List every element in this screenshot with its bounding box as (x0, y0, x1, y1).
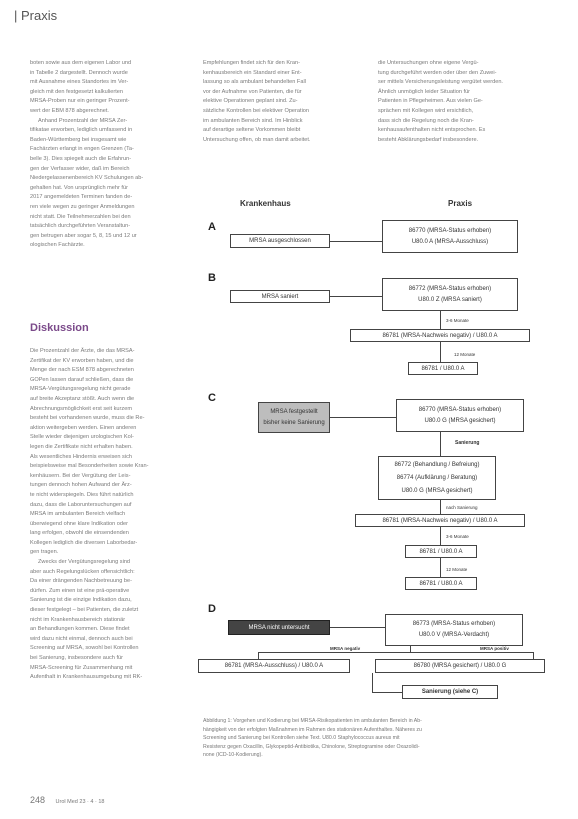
text-line: nicht statt. Die Teilnehmerzahlen bei den (30, 213, 131, 220)
connector-line (440, 342, 441, 362)
text-line: Zertifikat der KV erworben haben, und die (30, 357, 134, 364)
text-line: gleich mit den festgesetzt kalkulierten (30, 88, 123, 95)
text-line: legen die Zertifikate nicht erhalten haben. (30, 443, 133, 450)
text-line: Stelle wieder diejenigen urologischen Kol- (30, 434, 134, 441)
b-followup-box-2: 86781 / U80.0 A (408, 362, 478, 375)
text-line: aktion weitergeben werden. Einen anderen (30, 424, 137, 431)
d-negative-label: MRSA negativ (330, 646, 361, 651)
c-followup-box-1: 86781 (MRSA-Nachweis negativ) / U80.0 A (355, 514, 525, 527)
c-followup-box-3: 86781 / U80.0 A (405, 577, 477, 590)
text-line: lang erfolgen, obwohl die einsendenden (30, 530, 129, 537)
text-line: tatsächlich durchgeführten Veranstaltun- (30, 223, 131, 230)
page-header: | Praxis (14, 8, 58, 23)
page-footer (30, 795, 104, 805)
text-line: Menge der nach ESM 878 abgerechneten (30, 367, 134, 374)
journal-reference: Urol Med 23 · 4 · 18 (55, 799, 105, 805)
box-text: U80.0 V (MRSA-Verdacht) (418, 632, 490, 638)
text-line: an Behandlungen kommen. Diese findet (30, 626, 130, 633)
text-line: wird dazu nicht einmal, dennoch auch bei (30, 635, 133, 642)
caption-line: Screening und Sanierung bei Kontrollen siehe Text. U80.0 Staphylococcus aureus mit (203, 735, 400, 742)
column-heading-practice: Praxis (448, 199, 473, 208)
caption-line: Resistenz gegen Oxacillin, Glykopeptid-Antibiotika, Chinolone, Streptogramine oder Oxazolidi- (203, 743, 420, 750)
d-hospital-box: MRSA nicht untersucht (228, 620, 330, 635)
left-column-top (30, 59, 186, 251)
text-line: Da einer drängenden Nachbetreuung be- (30, 578, 133, 585)
connector-line (330, 417, 396, 418)
box-text: U80.0 Z (MRSA saniert) (418, 296, 482, 303)
text-line: Patienten in Pflegeheimen. Aus vielen Ge- (378, 98, 483, 105)
text-line: Anhand Prozentzahl der MRSA Zer- (38, 117, 128, 124)
text-line: Empfehlungen findet sich für den Kran- (203, 60, 301, 66)
text-line: auf derartige seltene Vorkommen bleibt (203, 127, 301, 134)
text-line: tungen dennoch hohen Aufwand der Ärz- (30, 482, 132, 489)
text-line: mit Ausnahme eines Standortes im Ver- (30, 79, 129, 86)
text-line: Zwecks der Vergütungsregelung sind (38, 559, 131, 566)
b-interval-label-2: 12 Monate (454, 352, 476, 357)
text-line: MRSA-Screening für Zusammenhang mit (30, 664, 133, 671)
text-line: gehalten hat. Von ursprünglich mehr für (30, 184, 128, 191)
c-hospital-box (258, 402, 330, 433)
text-line: gen der Verfasser wider, daß im Bereich (30, 165, 130, 172)
right-column-top (378, 59, 548, 145)
connector-line (258, 652, 534, 653)
text-line: sätzliche Kontrollen bei elektiver Operation (203, 107, 310, 114)
text-line: Kollegen lediglich die diversen Laborbedar- (30, 539, 138, 546)
d-positive-box: 86780 (MRSA gesichert) / U80.0 G (375, 659, 545, 673)
connector-line (372, 673, 373, 693)
text-line: sprächen mit Kollegen wird ersichtlich, (378, 107, 474, 114)
text-line: wert der EBM 878 abgerechnet. (30, 107, 109, 114)
text-line: Baden-Württemberg bei insgesamt wie (30, 136, 127, 143)
connector-line (440, 311, 441, 329)
text-line: auf breite Akzeptanz stößt. Auch wenn die (30, 395, 135, 402)
box-text: 86770 (MRSA-Status erhoben) (408, 227, 492, 234)
section-label-b: B (208, 272, 216, 284)
text-line: Untersuchung offen, ob man damit arbeitet. (203, 136, 311, 143)
text-line: ologischen Fachärzte. (30, 242, 85, 249)
c-interval-label-1: nach Sanierung (446, 505, 478, 510)
text-line: vor der Aufnahme von Patienten, die für (203, 88, 302, 95)
c-sanierung-label: Sanierung (455, 440, 480, 446)
connector-line (330, 296, 382, 297)
text-line: Niedergelassenenbereich KV Schulungen ab- (30, 175, 144, 182)
b-followup-box-1: 86781 (MRSA-Nachweis negativ) / U80.0 A (350, 329, 530, 342)
box-text: MRSA festgestellt (270, 408, 318, 415)
text-line: elektive Operationen geplant sind. Zu- (203, 98, 298, 105)
text-line: gen betrugen aber sogar 5, 8, 15 und 12 ur (30, 232, 137, 239)
caption-line: none (ICD-10-Kodierung). (203, 752, 263, 759)
connector-line (440, 500, 441, 514)
c-treatment-box (378, 456, 496, 500)
box-text: 86770 (MRSA-Status erhoben) (418, 406, 502, 413)
text-line: Als wesentliches Hindernis erweisen sich (30, 453, 132, 460)
c-interval-label-2: 3-6 Monate (446, 534, 469, 539)
text-line: dieser festgelegt – bei Patienten, die zuletzt (30, 607, 139, 614)
b-practice-box (382, 278, 518, 311)
text-line: die Untersuchungen ohne eigene Vergü- (378, 60, 479, 66)
middle-column-top (203, 59, 371, 145)
connector-line (372, 692, 402, 693)
text-line: kenhäusern. Bei der Vergütung der Leis- (30, 472, 131, 479)
text-line: tifikatae erworben, lediglich umfassend in (30, 127, 133, 134)
connector-line (440, 527, 441, 545)
text-line: nicht im Krankenhausbereich stationär (30, 616, 126, 623)
text-line: tung durchgeführt werden oder über den Zuwei- (378, 69, 497, 76)
box-text: 86774 (Aufklärung / Beratung) (396, 474, 478, 481)
b-interval-label-1: 3-6 Monate (446, 318, 469, 323)
d-positive-label: MRSA positiv (480, 646, 509, 651)
text-line: MRSA im ambulanten Bereich vielfach (30, 511, 126, 518)
text-line: bei Sanierung, insbesondere auch für (30, 655, 123, 661)
box-text: 86773 (MRSA-Status erhoben) (412, 621, 496, 627)
text-line: lassung so als ambulant behandelten Fall (203, 79, 306, 86)
text-line: GOPen lassen darauf schließen, dass die (30, 376, 134, 383)
text-line: in Tabelle 2 dargestellt. Dennoch wurde (30, 69, 128, 76)
box-text: 86772 (MRSA-Status erhoben) (408, 285, 492, 292)
text-line: Screening auf MRSA, sowohl bei Kontrollen (30, 645, 139, 652)
text-line: Abrechnungsmöglichkeit erst seit kurzem (30, 405, 132, 412)
text-line: MRSA-Vergütungsregelung nicht gerade (30, 386, 131, 393)
text-line: im ambulanten Bereich sind. Im Hinblick (203, 117, 303, 124)
connector-line (330, 627, 385, 628)
text-line: boten sowie aus dem eigenen Labor und (30, 60, 132, 66)
box-text: U80.0 G (MRSA gesichert) (401, 487, 473, 494)
text-line: dürfen. Zum einen ist eine prä-operative (30, 587, 130, 594)
connector-line (258, 652, 259, 659)
text-line: überwiegend ohne klare Indikation oder (30, 520, 128, 527)
b-hospital-box: MRSA saniert (230, 290, 330, 303)
connector-line (330, 241, 382, 242)
text-line: beispielsweise mal Besonderheiten sowie Kran- (30, 463, 149, 470)
connector-line (533, 652, 534, 659)
box-text: U80.0 A (MRSA-Ausschluss) (411, 238, 489, 245)
text-line: Sanierung ist die einzige Indikation dazu, (30, 597, 132, 604)
text-line: kenhausaufenthalten nicht entsprochen. Es (378, 127, 486, 134)
a-practice-box (382, 220, 518, 253)
text-line: belle 3). Dies spiegelt auch die Erfahrun- (30, 155, 132, 162)
d-negative-box: 86781 (MRSA-Ausschluss) / U80.0 A (198, 659, 350, 673)
text-line: dass sich die Regelung noch die Kran- (378, 117, 474, 124)
section-label-c: C (208, 392, 216, 404)
page-number: 248 (30, 795, 46, 805)
text-line: aber auch Regelungslücken offensichtlich: (30, 568, 135, 575)
text-line: kenhausbereich ein Standard einer Ent- (203, 69, 302, 76)
section-label-d: D (208, 603, 216, 615)
box-text: 86772 (Behandlung / Befreiung) (394, 461, 480, 468)
text-line: 2017 angemeldeten Terminen fanden de- (30, 194, 133, 201)
section-label-a: A (208, 221, 216, 233)
text-line: Fachärzten erlangt in engen Grenzen (Ta- (30, 146, 134, 153)
text-line: te nicht widerspiegeln. Dies führt natürlich (30, 491, 134, 498)
caption-line: hängigkeit von der erfolgten Maßnahmen im Rahmen des stationären Aufenthaltes. Näheres zu (203, 726, 422, 733)
text-line: ren viele wegen zu geringer Anmeldungen (30, 203, 135, 210)
figure-caption (203, 717, 555, 760)
connector-line (440, 558, 441, 577)
text-line: Ähnlich unmöglich leider Situation für (378, 88, 471, 95)
caption-line: Abbildung 1: Vorgehen und Kodierung bei MRSA-Risikopatienten im ambulanten Bereich in Ab- (203, 718, 422, 724)
text-line: dazu, dass die Laboruntersuchungen auf (30, 501, 132, 508)
text-line: Aufenthalt in Krankenhausumgebung mit RK- (30, 674, 143, 681)
text-line: besteht Abklärungsbedarf insbesondere. (378, 136, 479, 143)
column-heading-hospital: Krankenhaus (240, 199, 291, 208)
c-practice-box (396, 399, 524, 432)
text-line: besteht bei vorhandenen wurde, muss die Re- (30, 415, 145, 422)
c-followup-box-2: 86781 / U80.0 A (405, 545, 477, 558)
left-column-bottom (30, 347, 186, 683)
c-interval-label-3: 12 Monate (446, 567, 468, 572)
text-line: gen tragen. (30, 549, 59, 556)
text-line: MRSA-Proben nur ein geringer Prozent- (30, 98, 130, 105)
d-sanierung-box: Sanierung (siehe C) (402, 685, 498, 699)
connector-line (440, 432, 441, 456)
section-title: Diskussion (30, 322, 89, 334)
d-practice-box (385, 614, 523, 646)
text-line: ser mittels Versicherungsleistung vergütet werden. (378, 79, 503, 86)
box-text: U80.0 G (MRSA gesichert) (424, 417, 496, 424)
text-line: Die Prozentzahl der Ärzte, die das MRSA- (30, 348, 135, 354)
a-hospital-box: MRSA ausgeschlossen (230, 234, 330, 248)
box-text: bisher keine Sanierung (263, 419, 325, 426)
